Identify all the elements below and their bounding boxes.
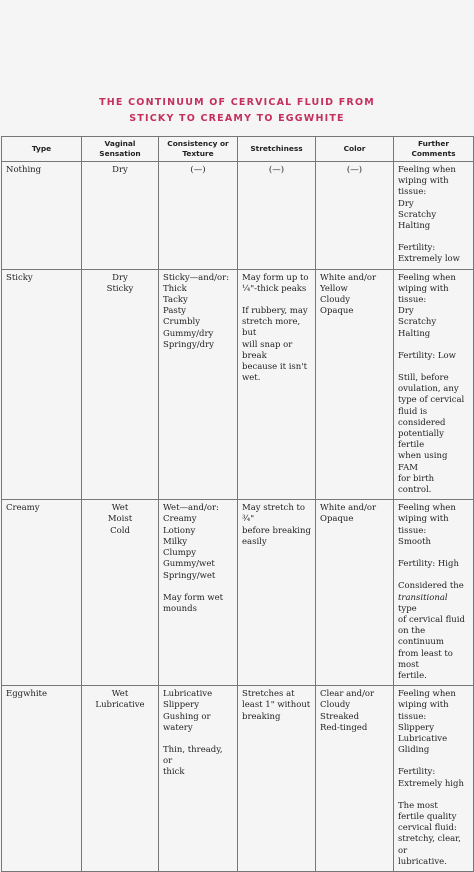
cell-line: mounds: [163, 603, 197, 614]
cell-line: fluid is considered: [398, 406, 446, 428]
cell-line: Extremely low: [398, 254, 460, 265]
cell-line: wiping with tissue:: [398, 176, 449, 198]
header-comments-line-2: Comments: [411, 149, 456, 158]
cell-line: for birth control.: [398, 473, 435, 496]
cell-line: Lotiony: [163, 525, 196, 536]
cell-line: Smooth: [398, 536, 432, 547]
cell-line: Lubricative: [398, 733, 448, 744]
header-consistency-line-1: Consistency or: [167, 139, 229, 148]
cell-line: Considered the: [398, 581, 464, 592]
cell-consistency: [159, 500, 238, 686]
cell-line: Fertility: High: [398, 559, 459, 570]
cell-line: Scratchy: [398, 317, 437, 328]
cell-line: Extremely high: [398, 778, 464, 789]
header-further-comments: [394, 137, 474, 162]
cell-line: Red-tinged: [320, 722, 368, 733]
header-stretchiness: Stretchiness: [238, 137, 316, 162]
cell-type: Creamy: [2, 500, 82, 686]
cell-line: wet.: [242, 373, 261, 384]
cell-line: Milky: [163, 536, 188, 547]
cell-line: Feeling when: [398, 689, 456, 700]
cell-line: Slippery: [398, 722, 435, 733]
cell-line: Thin, thready, or: [163, 744, 223, 767]
cell-line: wiping with tissue:: [398, 283, 449, 306]
comments-emphasis: transitional: [398, 592, 448, 603]
cell-line: Stretches at: [242, 689, 295, 700]
cell-line: (—): [190, 165, 206, 175]
cell-line: stretch more, but: [242, 317, 301, 339]
cell-line: May form wet: [163, 592, 224, 603]
cell-line: will snap or break: [242, 339, 293, 361]
line-gap: [398, 340, 469, 351]
cell-line: Moist: [107, 514, 133, 525]
cell-line: Scratchy: [398, 209, 437, 220]
cell-type: Eggwhite: [2, 686, 82, 872]
cell-line: Gummy/dry: [163, 328, 214, 339]
comments-line: on the continuum: [398, 626, 444, 648]
header-comments-line-1: Further: [417, 139, 450, 148]
cell-stretchiness: [238, 500, 316, 686]
cell-line: breaking: [242, 711, 281, 722]
comments-transitional-line: [398, 593, 469, 615]
cell-line: because it isn't: [242, 362, 308, 373]
comments-type-word: type: [398, 603, 417, 614]
cell-line: Cloudy: [320, 700, 351, 711]
table-row: [2, 269, 474, 500]
comments-line: from least to most: [398, 648, 453, 670]
cell-line: Sticky—and/or:: [163, 272, 230, 283]
cell-comments: [394, 500, 474, 686]
cell-line: Sticky: [106, 283, 134, 294]
cell-line: If rubbery, may: [242, 306, 308, 317]
cell-line: Lubricative: [163, 689, 213, 700]
cell-line: Still, before: [398, 373, 449, 384]
cell-line: Opaque: [320, 514, 354, 525]
cell-line: stretchy, clear, or: [398, 834, 462, 856]
cell-line: May stretch to ¾": [242, 503, 306, 525]
cell-line: before breaking: [242, 525, 311, 536]
line-gap: [163, 734, 233, 745]
cell-line: May form up to: [242, 272, 309, 283]
cell-line: Clear and/or: [320, 689, 375, 700]
cervical-fluid-table: [1, 136, 474, 872]
cell-line: Streaked: [320, 711, 360, 722]
cell-line: Dry: [112, 272, 128, 283]
cell-line: Feeling when: [398, 165, 456, 175]
cell-line: Gliding: [398, 745, 430, 756]
cell-sensation: [82, 500, 159, 686]
cell-line: ovulation, any: [398, 384, 459, 395]
title-line-2: STICKY TO CREAMY TO EGGWHITE: [129, 113, 345, 124]
cell-stretchiness: [238, 269, 316, 500]
line-gap: [398, 548, 469, 559]
line-gap: [242, 295, 311, 306]
cell-line: wiping with tissue:: [398, 700, 449, 722]
line-gap: [398, 570, 469, 581]
cell-line: Clumpy: [163, 548, 196, 559]
cell-line: Halting: [398, 221, 431, 232]
cell-line: Pasty: [163, 306, 186, 317]
cell-type: Sticky: [2, 269, 82, 500]
cell-consistency: [159, 269, 238, 500]
cell-consistency: [159, 162, 238, 270]
cell-line: potentially fertile: [398, 429, 444, 451]
cell-line: Gummy/wet: [163, 559, 215, 570]
cell-line: Lubricative: [95, 700, 145, 711]
cell-line: Dry: [112, 165, 128, 175]
comments-line: of cervical fluid: [398, 614, 465, 625]
header-type: Type: [2, 137, 82, 162]
cell-sensation: [82, 269, 159, 500]
table-row: [2, 500, 474, 686]
line-gap: [398, 790, 469, 801]
cell-line: The most: [398, 800, 438, 811]
cell-line: (—): [346, 165, 363, 175]
cell-color: [316, 500, 394, 686]
header-row: [2, 137, 474, 162]
cell-line: Crumbly: [163, 317, 201, 328]
cell-line: Wet—and/or:: [163, 503, 219, 514]
cell-line: Fertility:: [398, 243, 436, 254]
cell-stretchiness: [238, 162, 316, 270]
cell-line: Thick: [163, 283, 187, 294]
table-title: [0, 95, 474, 127]
cell-line: easily: [242, 536, 267, 547]
cell-color: [316, 162, 394, 270]
cell-color: [316, 269, 394, 500]
cell-line: lubricative.: [398, 856, 447, 867]
cell-line: Feeling when: [398, 503, 456, 514]
cell-comments: [394, 269, 474, 500]
line-gap: [398, 756, 469, 767]
cell-line: Fertility: Low: [398, 350, 456, 361]
cell-line: Tacky: [163, 295, 188, 306]
cell-line: Dry: [398, 306, 414, 317]
cell-line: Springy/wet: [163, 570, 216, 581]
cell-comments: [394, 162, 474, 270]
table-row: [2, 162, 474, 270]
cell-line: Halting: [398, 328, 431, 339]
cell-line: Wet: [111, 689, 129, 700]
cell-line: Creamy: [163, 514, 197, 525]
cell-line: when using FAM: [398, 451, 448, 473]
cell-line: Slippery: [163, 700, 200, 711]
line-gap: [163, 582, 233, 593]
cell-line: Cloudy: [320, 295, 351, 306]
cell-line: Feeling when: [398, 272, 456, 283]
cell-line: (—): [268, 165, 285, 175]
header-color: Color: [316, 137, 394, 162]
cell-line: Dry: [398, 198, 414, 209]
header-consistency: [159, 137, 238, 162]
cell-line: cervical fluid:: [398, 823, 457, 834]
line-gap: [398, 362, 469, 373]
cell-sensation: [82, 162, 159, 270]
line-gap: [398, 232, 469, 243]
cell-line: Cold: [110, 525, 130, 536]
cell-line: Yellow: [320, 283, 348, 294]
cell-line: Fertility:: [398, 767, 436, 778]
comments-line: fertile.: [398, 670, 427, 681]
header-vaginal-sensation: Vaginal Sensation: [82, 137, 159, 162]
cell-line: Wet: [111, 503, 129, 514]
cell-line: White and/or: [320, 503, 377, 514]
cell-line: thick: [163, 767, 185, 778]
cell-type: Nothing: [2, 162, 82, 270]
cell-line: type of cervical: [398, 395, 465, 406]
cell-line: ¼"-thick peaks: [242, 283, 307, 294]
comments-part-a: [398, 503, 469, 592]
cell-line: White and/or: [320, 272, 377, 283]
cell-line: Opaque: [320, 306, 354, 317]
cell-line: fertile quality: [398, 811, 457, 822]
header-consistency-line-2: Texture: [182, 149, 214, 158]
cell-line: least 1" without: [242, 700, 311, 711]
title-line-1: THE CONTINUUM OF CERVICAL FLUID FROM: [99, 97, 375, 108]
cell-line: Gushing or watery: [163, 711, 211, 733]
cell-line: wiping with tissue:: [398, 514, 449, 536]
cell-line: Springy/dry: [163, 339, 214, 350]
